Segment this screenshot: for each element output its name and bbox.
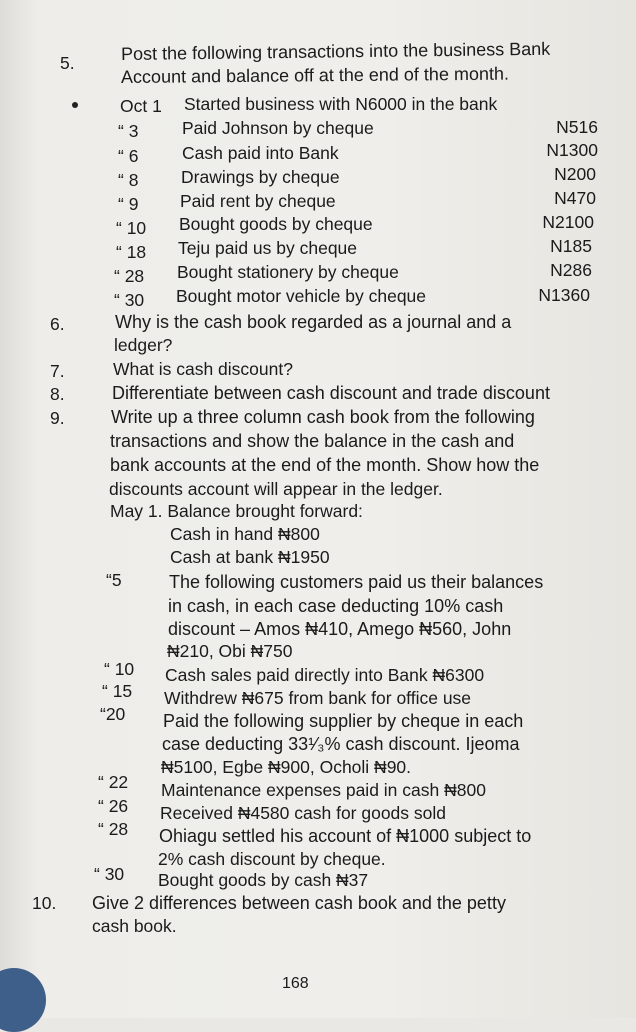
question-8-number: 8. xyxy=(50,384,65,404)
q9-entry-line: Withdrew ₦675 from bank for office use xyxy=(164,688,472,708)
q9-entry-line: ₦210, Obi ₦750 xyxy=(167,641,293,661)
q9-may1-heading: May 1. Balance brought forward: xyxy=(110,501,363,521)
q5-tx-date: “ 30 xyxy=(114,290,145,310)
question-10-line2: cash book. xyxy=(92,916,177,936)
q9-entry-line: Maintenance expenses paid in cash ₦800 xyxy=(161,780,486,800)
q9-entry-line: ₦5100, Egbe ₦900, Ocholi ₦90. xyxy=(161,757,412,777)
q5-tx-date: “ 10 xyxy=(116,218,147,238)
question-6-line2: ledger? xyxy=(114,335,173,355)
q9-entry-line: Bought goods by cash ₦37 xyxy=(158,870,369,890)
q5-tx-text: Bought stationery by cheque xyxy=(177,262,399,282)
q9-cash-at-bank: Cash at bank ₦1950 xyxy=(170,547,330,567)
q5-tx-amount: N286 xyxy=(550,260,592,280)
q5-tx-date: Oct 1 xyxy=(120,96,162,116)
q9-entry-line: Paid the following supplier by cheque in each xyxy=(163,711,524,731)
q9-entry-date: “ 30 xyxy=(94,864,125,884)
q9-entry-date: “ 15 xyxy=(102,681,133,701)
q9-entry-line: Cash sales paid directly into Bank ₦6300 xyxy=(165,665,485,685)
question-6-line1: Why is the cash book regarded as a journal and a xyxy=(115,312,512,332)
question-9-number: 9. xyxy=(50,408,65,428)
q5-tx-text: Drawings by cheque xyxy=(181,167,340,187)
q9-entry-line: 2% cash discount by cheque. xyxy=(158,849,386,869)
q5-tx-text: Bought motor vehicle by cheque xyxy=(176,286,427,306)
question-7-line1: What is cash discount? xyxy=(113,359,293,379)
q5-tx-date: “ 3 xyxy=(118,121,139,141)
q9-entry-line: The following customers paid us their balances xyxy=(169,572,544,592)
q9-entry-date: “ 22 xyxy=(98,772,129,792)
q5-tx-amount: N1300 xyxy=(546,140,598,160)
q9-entry-line: in cash, in each case deducting 10% cash xyxy=(168,596,504,616)
q9-entry-line: case deducting 33¹⁄₃% cash discount. Ijeoma xyxy=(162,734,520,754)
q9-entry-line: discount – Amos ₦410, Amego ₦560, John xyxy=(168,619,512,639)
q5-tx-text: Bought goods by cheque xyxy=(179,214,373,234)
q5-tx-text: Started business with N6000 in the bank xyxy=(184,94,498,114)
q9-entry-date: “20 xyxy=(100,704,126,724)
q5-tx-amount: N2100 xyxy=(542,212,594,232)
question-9-line: bank accounts at the end of the month. Show how the xyxy=(110,455,540,475)
question-9-line: discounts account will appear in the ledger. xyxy=(109,479,443,499)
corner-badge xyxy=(0,968,46,1032)
question-9-line: Write up a three column cash book from the following xyxy=(111,407,535,427)
q9-entry-line: Received ₦4580 cash for goods sold xyxy=(160,803,447,823)
q9-entry-date: “ 26 xyxy=(98,796,129,816)
q9-entry-line: Ohiagu settled his account of ₦1000 subject to xyxy=(159,826,532,846)
q5-tx-amount: N1360 xyxy=(538,285,590,305)
q5-tx-text: Teju paid us by cheque xyxy=(178,238,358,258)
q9-cash-in-hand: Cash in hand ₦800 xyxy=(170,524,320,544)
q5-tx-date: “ 9 xyxy=(118,194,139,214)
bullet-mark xyxy=(72,102,78,108)
question-5-line2: Account and balance off at the end of the month. xyxy=(120,63,510,87)
q5-tx-amount: N185 xyxy=(550,236,592,256)
page-number: 168 xyxy=(282,975,309,992)
q5-tx-text: Paid rent by cheque xyxy=(180,191,336,211)
question-10-number: 10. xyxy=(32,893,57,913)
q5-tx-text: Cash paid into Bank xyxy=(182,143,339,163)
q9-entry-date: “ 10 xyxy=(104,659,135,679)
question-7-number: 7. xyxy=(50,361,65,381)
q5-tx-text: Paid Johnson by cheque xyxy=(182,118,374,138)
q5-tx-date: “ 18 xyxy=(116,242,147,262)
question-9-line: transactions and show the balance in the cash and xyxy=(110,431,515,451)
q9-entry-date: “5 xyxy=(106,570,122,590)
q5-tx-amount: N516 xyxy=(556,117,598,137)
q5-tx-amount: N470 xyxy=(554,188,596,208)
q5-tx-date: “ 8 xyxy=(118,170,139,190)
q5-tx-date: “ 6 xyxy=(118,146,139,166)
q5-tx-amount: N200 xyxy=(554,164,596,184)
question-6-number: 6. xyxy=(50,314,65,334)
question-5-line1: Post the following transactions into the business Bank xyxy=(120,38,551,64)
question-10-line1: Give 2 differences between cash book and the petty xyxy=(92,893,506,913)
question-8-line1: Differentiate between cash discount and trade discount xyxy=(112,383,550,403)
q5-tx-date: “ 28 xyxy=(114,266,145,286)
q9-entry-date: “ 28 xyxy=(98,819,129,839)
question-5-number: 5. xyxy=(60,53,75,73)
